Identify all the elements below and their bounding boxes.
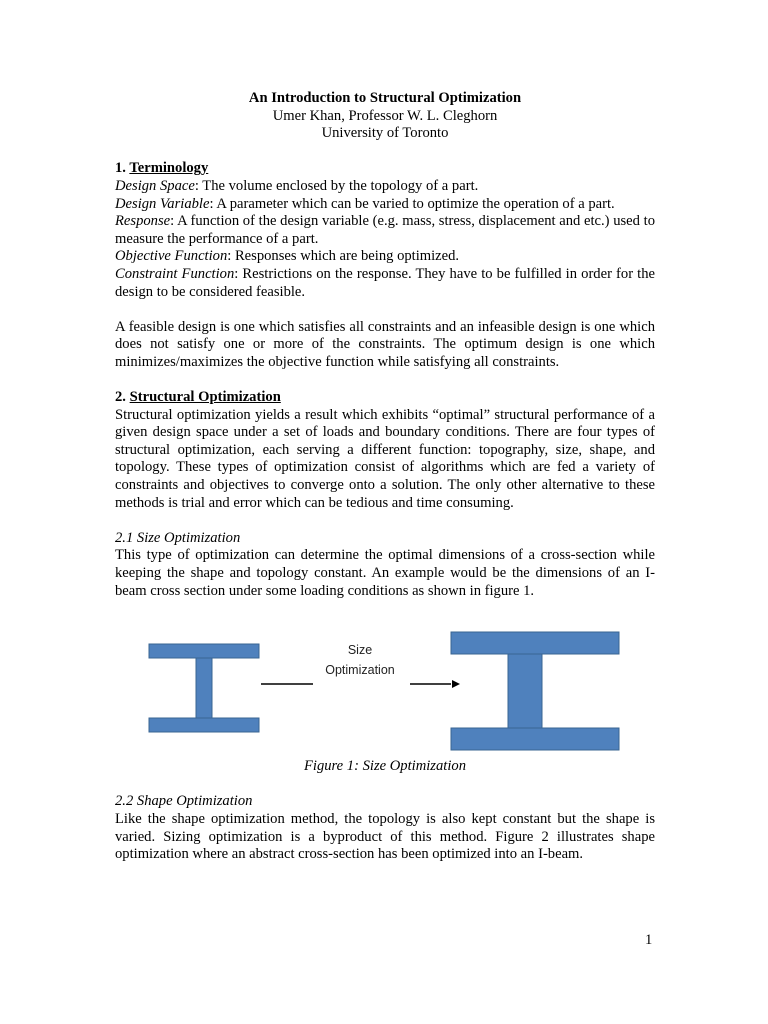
term-design-space (115, 178, 655, 196)
large-i-beam (451, 632, 619, 750)
large-beam-top-flange (451, 632, 619, 654)
large-beam-bottom-flange (451, 728, 619, 750)
page-number: 1 (645, 932, 653, 948)
feasible-design-paragraph: A feasible design is one which satisfies all constraints and an infeasible design is one which does not satisfy one or more of the constraints. The optimum design is one which minimizes/maximizes the objective function while satisfying all constraints. (115, 318, 655, 370)
section-2-2-heading: 2.2 Shape Optimization (115, 793, 253, 810)
section-2-heading (115, 389, 655, 407)
term-definition: : The volume enclosed by the topology of a part. (194, 177, 479, 194)
term-definition: : A parameter which can be varied to optimize the operation of a part. (209, 195, 615, 212)
term-response (115, 213, 655, 248)
small-beam-bottom-flange (149, 718, 259, 732)
term-objective-function (115, 248, 655, 266)
term-name: Design Variable (115, 195, 210, 212)
term-definition: : Restrictions on the response. They have to be fulfilled in order for the design to be considered feasible. (115, 265, 656, 300)
section-2-1-heading: 2.1 Size Optimization (115, 529, 241, 546)
section-1-title: Terminology (129, 160, 209, 177)
small-beam-web (196, 658, 212, 718)
section-1-heading (115, 160, 655, 178)
term-definition: : A function of the design variable (e.g. mass, stress, displacement and etc.) used to measure the performance of a part. (115, 213, 655, 247)
term-name: Design Space (115, 177, 195, 194)
small-i-beam (149, 644, 259, 732)
large-beam-web (508, 654, 542, 728)
document-authors: Umer Khan, Professor W. L. Cleghorn (272, 107, 498, 124)
figure-1-diagram (115, 614, 655, 754)
figure-1-caption: Figure 1: Size Optimization (303, 758, 466, 775)
section-1-number: 1. (115, 160, 126, 177)
figure-1 (115, 614, 655, 754)
term-design-variable (115, 196, 655, 214)
document-affiliation: University of Toronto (321, 125, 449, 142)
term-definition: : Responses which are being optimized. (227, 248, 460, 265)
shape-optimization-paragraph: Like the shape optimization method, the topology is also kept constant but the shape is varied. Sizing optimization is a byproduct of this method. Figure 2 illustrates shape optimization where an abstract cross-section has been optimized into an I-beam. (115, 811, 655, 863)
structural-optimization-paragraph: Structural optimization yields a result which exhibits “optimal” structural performance of a given design space under a set of loads and boundary conditions. There are four types of structural optimization, each serving a different function: topography, size, shape, and topology. These types of optimization consist of algorithms which are fed a variety of constraints and objectives to converge onto a solution. The only other alternative to these methods is trial and error which can be tedious and time consuming. (115, 406, 655, 511)
size-optimization-paragraph: This type of optimization can determine the optimal dimensions of a cross-section while keeping the shape and topology constant. An example would be the dimensions of an I-beam cross section under some loading conditions as shown in figure 1. (115, 547, 655, 599)
section-2-number: 2. (115, 389, 126, 406)
term-constraint-function (115, 266, 655, 301)
term-name: Constraint Function (115, 265, 235, 282)
small-beam-top-flange (149, 644, 259, 658)
size-optimization-label-line1: Size (347, 643, 373, 658)
arrow-right-icon (410, 680, 460, 688)
document-page (115, 90, 655, 864)
size-optimization-label (300, 640, 420, 680)
term-name: Objective Function (115, 248, 228, 265)
section-2-title: Structural Optimization (129, 389, 281, 406)
size-optimization-label-line2: Optimization (325, 663, 395, 678)
document-title: An Introduction to Structural Optimization (248, 90, 522, 106)
term-name: Response (115, 213, 171, 230)
